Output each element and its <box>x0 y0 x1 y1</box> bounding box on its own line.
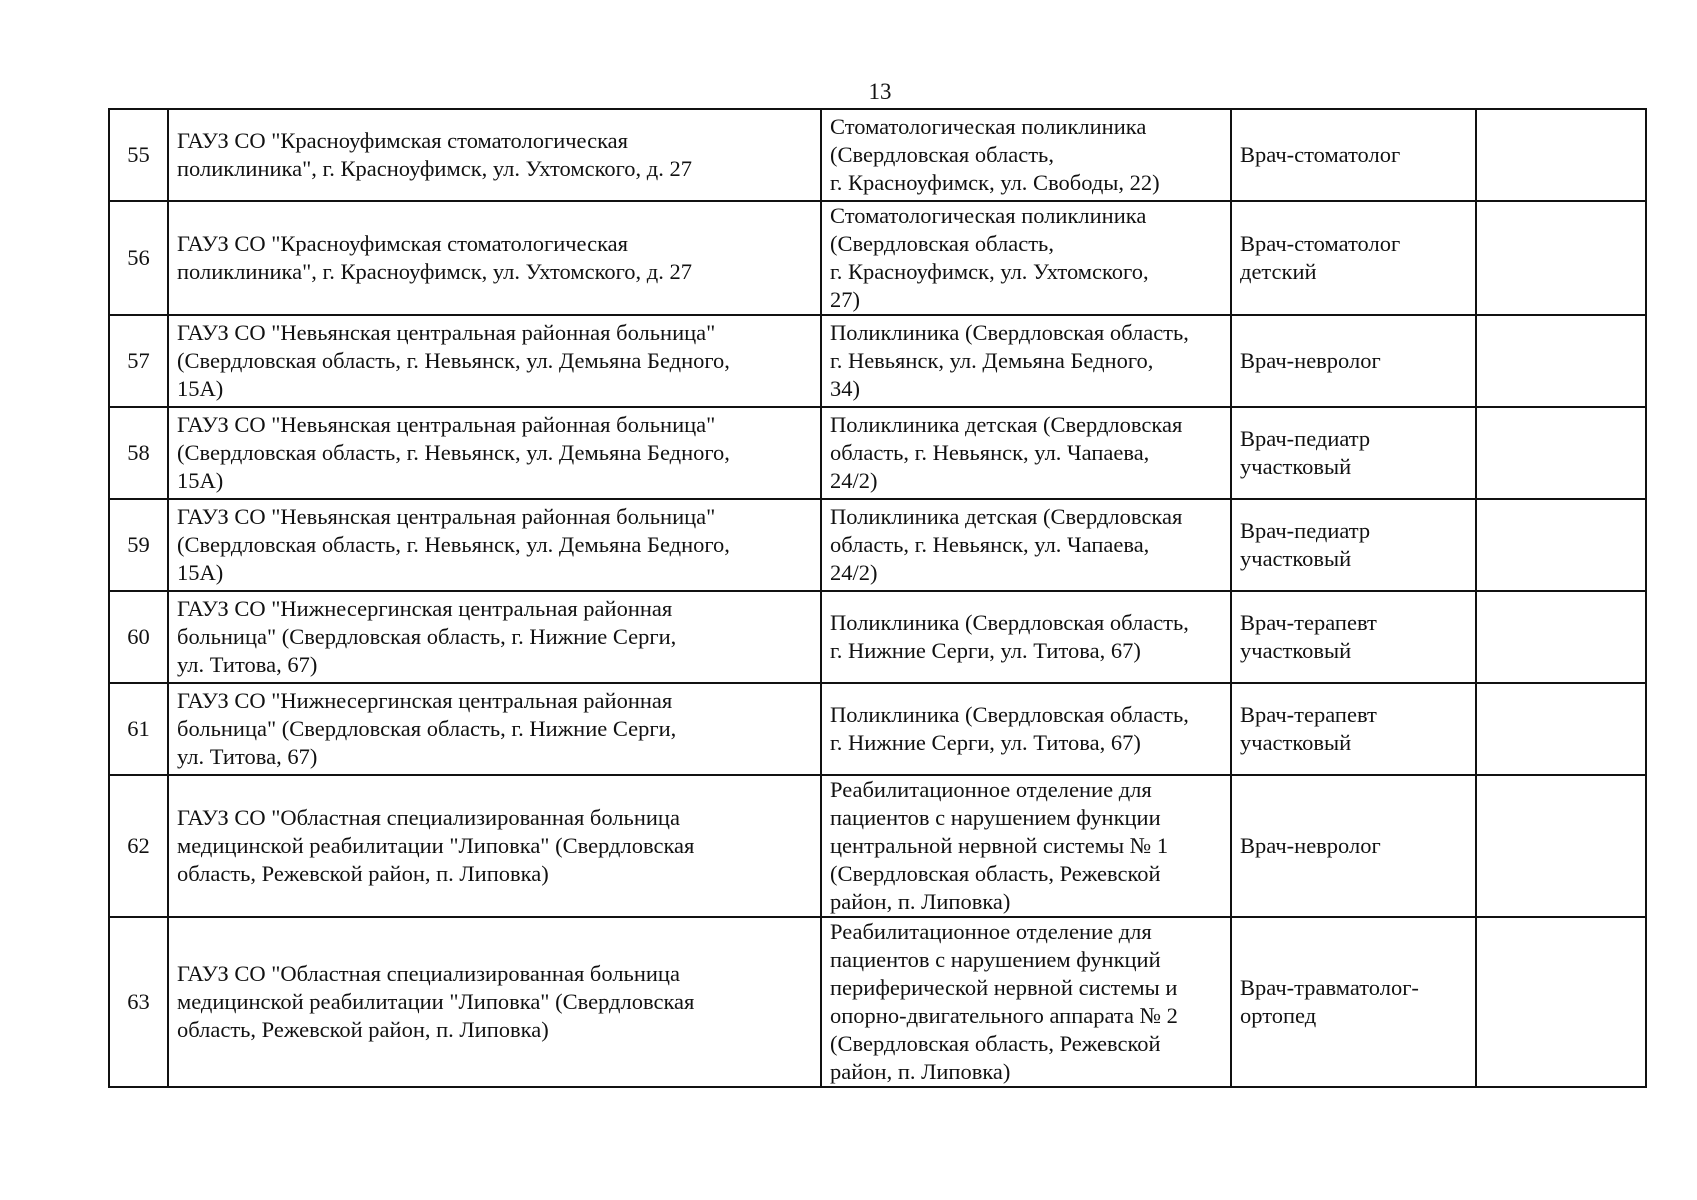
row-number: 62 <box>109 775 168 917</box>
table-row <box>109 775 1646 917</box>
table-row <box>109 917 1646 1087</box>
organization-cell: ГАУЗ СО "Невьянская центральная районная больница" (Свердловская область, г. Невьянск, ул. Демьяна Бедного, 15А) <box>168 499 821 591</box>
page-number: 13 <box>868 79 892 104</box>
row-number: 56 <box>109 201 168 315</box>
position-cell: Врач-стоматолог <box>1231 109 1476 201</box>
row-number: 63 <box>109 917 168 1087</box>
row-number: 58 <box>109 407 168 499</box>
table-row <box>109 683 1646 775</box>
positions-table <box>108 108 1647 1088</box>
unit-cell: Поликлиника (Свердловская область, г. Нижние Серги, ул. Титова, 67) <box>821 591 1231 683</box>
unit-cell: Реабилитационное отделение для пациентов с нарушением функций периферической нервной системы и опорно-двигательного аппарата № 2 (Свердловская область, Режевской район, п. Липовка) <box>821 917 1231 1087</box>
table-row <box>109 591 1646 683</box>
unit-cell: Стоматологическая поликлиника (Свердловская область, г. Красноуфимск, ул. Ухтомского, 27) <box>821 201 1231 315</box>
row-number: 57 <box>109 315 168 407</box>
position-cell: Врач-педиатр участковый <box>1231 499 1476 591</box>
position-cell: Врач-педиатр участковый <box>1231 407 1476 499</box>
empty-cell <box>1476 109 1646 201</box>
empty-cell <box>1476 917 1646 1087</box>
table-row <box>109 109 1646 201</box>
empty-cell <box>1476 499 1646 591</box>
table-row <box>109 407 1646 499</box>
unit-cell: Стоматологическая поликлиника (Свердловская область, г. Красноуфимск, ул. Свободы, 22) <box>821 109 1231 201</box>
organization-cell: ГАУЗ СО "Невьянская центральная районная больница" (Свердловская область, г. Невьянск, ул. Демьяна Бедного, 15А) <box>168 407 821 499</box>
organization-cell: ГАУЗ СО "Нижнесергинская центральная районная больница" (Свердловская область, г. Нижние Серги, ул. Титова, 67) <box>168 683 821 775</box>
organization-cell: ГАУЗ СО "Нижнесергинская центральная районная больница" (Свердловская область, г. Нижние Серги, ул. Титова, 67) <box>168 591 821 683</box>
position-cell: Врач-терапевт участковый <box>1231 591 1476 683</box>
unit-cell: Поликлиника (Свердловская область, г. Невьянск, ул. Демьяна Бедного, 34) <box>821 315 1231 407</box>
empty-cell <box>1476 315 1646 407</box>
organization-cell: ГАУЗ СО "Невьянская центральная районная больница" (Свердловская область, г. Невьянск, ул. Демьяна Бедного, 15А) <box>168 315 821 407</box>
organization-cell: ГАУЗ СО "Красноуфимская стоматологическая поликлиника", г. Красноуфимск, ул. Ухтомского, д. 27 <box>168 109 821 201</box>
empty-cell <box>1476 775 1646 917</box>
empty-cell <box>1476 591 1646 683</box>
empty-cell <box>1476 201 1646 315</box>
position-cell: Врач-невролог <box>1231 315 1476 407</box>
empty-cell <box>1476 683 1646 775</box>
row-number: 60 <box>109 591 168 683</box>
organization-cell: ГАУЗ СО "Красноуфимская стоматологическая поликлиника", г. Красноуфимск, ул. Ухтомского, д. 27 <box>168 201 821 315</box>
organization-cell: ГАУЗ СО "Областная специализированная больница медицинской реабилитации "Липовка" (Свердловская область, Режевской район, п. Липовка) <box>168 775 821 917</box>
table-row <box>109 315 1646 407</box>
table-row <box>109 201 1646 315</box>
unit-cell: Реабилитационное отделение для пациентов с нарушением функции центральной нервной системы № 1 (Свердловская область, Режевской район, п. Липовка) <box>821 775 1231 917</box>
organization-cell: ГАУЗ СО "Областная специализированная больница медицинской реабилитации "Липовка" (Свердловская область, Режевской район, п. Липовка) <box>168 917 821 1087</box>
table-row <box>109 499 1646 591</box>
row-number: 55 <box>109 109 168 201</box>
position-cell: Врач-стоматолог детский <box>1231 201 1476 315</box>
empty-cell <box>1476 407 1646 499</box>
position-cell: Врач-терапевт участковый <box>1231 683 1476 775</box>
position-cell: Врач-травматолог- ортопед <box>1231 917 1476 1087</box>
row-number: 61 <box>109 683 168 775</box>
position-cell: Врач-невролог <box>1231 775 1476 917</box>
unit-cell: Поликлиника детская (Свердловская область, г. Невьянск, ул. Чапаева, 24/2) <box>821 407 1231 499</box>
unit-cell: Поликлиника детская (Свердловская область, г. Невьянск, ул. Чапаева, 24/2) <box>821 499 1231 591</box>
row-number: 59 <box>109 499 168 591</box>
unit-cell: Поликлиника (Свердловская область, г. Нижние Серги, ул. Титова, 67) <box>821 683 1231 775</box>
